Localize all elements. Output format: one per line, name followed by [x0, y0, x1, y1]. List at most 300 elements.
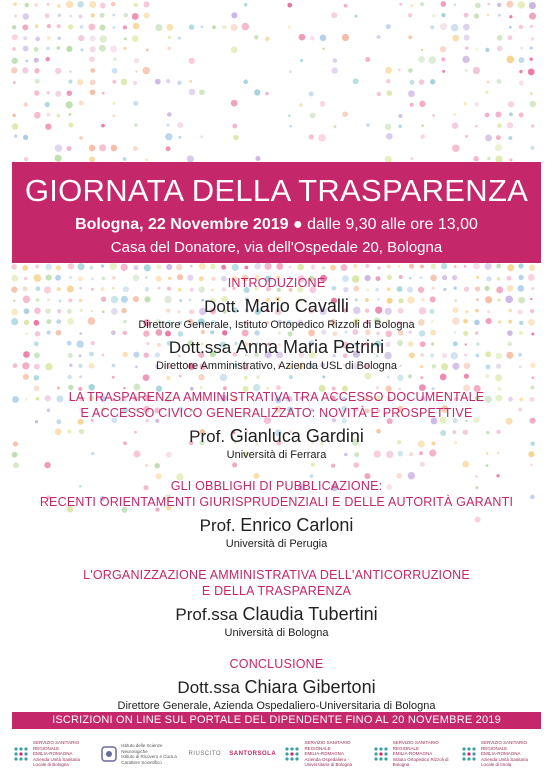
decorative-dot — [68, 24, 73, 29]
decorative-dot — [310, 36, 315, 41]
decorative-dot — [242, 23, 250, 31]
decorative-dot — [497, 79, 502, 84]
decorative-dot — [509, 26, 512, 29]
decorative-dot — [418, 56, 425, 63]
decorative-dot — [320, 35, 327, 42]
decorative-dot — [322, 266, 326, 270]
decorative-dot — [440, 46, 446, 52]
decorative-dot — [377, 266, 381, 270]
decorative-dot — [464, 102, 467, 105]
decorative-dot — [508, 136, 512, 140]
decorative-dot — [222, 25, 226, 29]
decorative-dot — [331, 12, 337, 18]
decorative-dot — [441, 1, 447, 7]
decorative-dot — [67, 90, 72, 95]
decorative-dot — [100, 13, 105, 18]
decorative-dot — [46, 47, 50, 51]
decorative-dot — [166, 146, 171, 151]
decorative-dot — [495, 144, 502, 151]
decorative-dot — [34, 47, 39, 52]
decorative-dot — [485, 91, 488, 94]
decorative-dot — [45, 264, 52, 271]
decorative-dot — [398, 114, 402, 118]
decorative-dot — [318, 134, 326, 142]
decorative-dot — [23, 13, 29, 19]
logo-aou-bologna — [283, 739, 364, 769]
logo-sub: Istituto di Ricovero e Cura a Carattere Scientifico — [121, 754, 177, 765]
decorative-dot — [89, 57, 95, 63]
decorative-dot — [520, 47, 523, 50]
decorative-dot — [68, 123, 73, 128]
decorative-dot — [13, 81, 16, 84]
decorative-dot — [167, 112, 172, 117]
decorative-dot — [529, 58, 532, 61]
logo-accent: SANTORSOLA — [229, 751, 277, 757]
decorative-dot — [530, 25, 533, 28]
decorative-dot — [530, 146, 534, 150]
decorative-dot — [473, 156, 478, 161]
decorative-dot — [497, 35, 503, 41]
decorative-dot — [12, 25, 16, 29]
decorative-dot — [12, 34, 18, 40]
decorative-dot — [419, 101, 425, 107]
decorative-dot — [464, 35, 470, 41]
decorative-dot — [430, 25, 434, 29]
decorative-dot — [34, 3, 38, 7]
speaker-name-line — [12, 676, 541, 699]
logo-name: SERVIZIO SANITARIO REGIONALE — [304, 740, 351, 751]
decorative-dot — [88, 23, 95, 30]
decorative-dot — [232, 124, 237, 129]
decorative-dot — [420, 265, 424, 269]
decorative-dot — [487, 80, 490, 83]
decorative-dot — [297, 264, 304, 271]
speaker-name: Claudia Tubertini — [242, 604, 378, 624]
decorative-dot — [440, 23, 447, 30]
decorative-dot — [68, 80, 72, 84]
decorative-dot — [91, 13, 95, 17]
decorative-dot — [166, 264, 172, 270]
decorative-dot — [518, 57, 524, 63]
decorative-dot — [145, 158, 148, 161]
section-title: INTRODUZIONE — [227, 276, 326, 290]
decorative-dot — [408, 90, 415, 97]
decorative-dot — [132, 13, 139, 20]
section-conclusione — [12, 656, 541, 713]
decorative-dot — [498, 14, 501, 17]
decorative-dot — [462, 56, 469, 63]
decorative-dot — [144, 264, 151, 271]
decorative-dot — [299, 34, 306, 41]
decorative-dot — [66, 1, 74, 9]
decorative-dot — [353, 264, 357, 268]
decorative-dot — [200, 135, 203, 138]
logo-name: Istituto delle Scienze Neurologiche — [121, 743, 163, 754]
logo-org: Istituto Ortopedico Rizzoli di Bologna — [392, 756, 449, 768]
section-title-line: LA TRASPARENZA AMMINISTRATIVA TRA ACCESSO DOCUMENTALE — [68, 390, 485, 404]
decorative-dot — [355, 15, 358, 18]
decorative-dot — [255, 156, 260, 161]
decorative-dot — [432, 114, 435, 117]
section-title-line: E ACCESSO CIVICO GENERALIZZATO: NOVITÀ E PROSPETTIVE — [80, 406, 473, 420]
decorative-dot — [121, 79, 128, 86]
decorative-dot — [530, 46, 533, 49]
decorative-dot — [531, 37, 534, 40]
decorative-dot — [113, 115, 116, 118]
decorative-dot — [465, 69, 468, 72]
decorative-dot — [89, 1, 96, 8]
decorative-dot — [79, 100, 84, 105]
decorative-dot — [231, 100, 238, 107]
decorative-dot — [310, 112, 316, 118]
decorative-dot — [497, 46, 502, 51]
decorative-dot — [333, 58, 338, 63]
decorative-dot — [254, 263, 261, 270]
decorative-dot — [485, 113, 490, 118]
decorative-dot — [485, 134, 492, 141]
speaker-prefix: Prof.ssa — [175, 605, 238, 624]
decorative-dot — [12, 47, 16, 51]
decorative-dot — [110, 263, 117, 270]
decorative-dot-pattern-top — [10, 0, 543, 162]
decorative-dot — [123, 47, 126, 50]
decorative-dot — [77, 263, 84, 270]
speaker-name: Anna Maria Petrini — [236, 337, 385, 357]
decorative-dot — [430, 79, 435, 84]
logo-ausl-imola — [460, 739, 541, 769]
program — [12, 275, 541, 713]
bullet-separator: ● — [292, 216, 303, 233]
decorative-dot — [243, 80, 248, 85]
decorative-dot — [385, 67, 392, 74]
decorative-dot — [178, 136, 181, 139]
decorative-dot — [25, 59, 28, 62]
decorative-dot — [507, 56, 515, 64]
decorative-dot — [385, 123, 392, 130]
decorative-dot — [79, 136, 83, 140]
decorative-dot — [288, 114, 291, 117]
decorative-dot — [99, 45, 106, 52]
decorative-dot — [233, 135, 238, 140]
section-trasparenza-amministrativa — [12, 389, 541, 462]
decorative-dot — [45, 57, 50, 62]
decorative-dot — [529, 264, 535, 270]
decorative-dot — [58, 37, 61, 40]
decorative-dot — [124, 13, 129, 18]
decorative-dot — [376, 35, 380, 39]
decorative-dot — [399, 3, 402, 6]
decorative-dot — [508, 101, 514, 107]
decorative-dot — [387, 90, 393, 96]
decorative-dot — [421, 49, 423, 51]
decorative-dot — [58, 14, 61, 17]
section-title-line: GLI OBBLIGHI DI PUBBLICAZIONE: — [170, 479, 383, 493]
decorative-dot — [528, 69, 535, 76]
decorative-dot — [134, 58, 139, 63]
logo-name: SERVIZIO SANITARIO REGIONALE — [33, 740, 80, 751]
decorative-dot — [11, 67, 17, 73]
section-introduzione — [12, 275, 541, 373]
decorative-dot — [410, 80, 415, 85]
decorative-dot — [113, 26, 116, 29]
decorative-dot — [245, 266, 249, 270]
decorative-dot — [133, 146, 138, 151]
decorative-dot — [47, 24, 51, 28]
decorative-dot — [287, 3, 292, 8]
decorative-dot — [80, 25, 84, 29]
decorative-dot — [432, 14, 435, 17]
decorative-dot — [123, 25, 127, 29]
decorative-dot — [47, 113, 51, 117]
decorative-dot — [143, 1, 149, 7]
decorative-dot — [99, 144, 106, 151]
decorative-dot — [244, 3, 248, 7]
decorative-dot — [47, 91, 50, 94]
decorative-dot — [187, 155, 194, 162]
decorative-dot — [55, 68, 61, 74]
decorative-dot — [113, 102, 116, 105]
decorative-dot — [441, 263, 447, 269]
decorative-dot — [34, 90, 40, 96]
decorative-dot — [23, 46, 29, 52]
decorative-dot — [353, 78, 359, 84]
decorative-dot — [190, 265, 193, 268]
decorative-dot — [110, 45, 117, 52]
decorative-dot — [14, 14, 17, 17]
decorative-dot — [475, 48, 478, 51]
ssr-logo-icon — [460, 745, 478, 763]
decorative-dot — [531, 124, 534, 127]
decorative-dot — [365, 264, 369, 268]
decorative-dot — [90, 89, 96, 95]
decorative-dot — [133, 101, 138, 106]
decorative-dot — [12, 114, 15, 117]
logo-ausl-bologna — [12, 739, 93, 769]
logo-riuscito-santorsola — [189, 739, 277, 769]
decorative-dot — [474, 102, 478, 106]
decorative-dot — [254, 89, 260, 95]
decorative-dot — [111, 2, 116, 7]
ssr-logo-icon — [283, 745, 301, 763]
decorative-dot — [134, 124, 137, 127]
decorative-dot — [408, 35, 412, 39]
decorative-dot — [311, 265, 316, 270]
speaker-name-line — [12, 336, 541, 359]
decorative-dot — [24, 157, 28, 161]
decorative-dot — [24, 3, 29, 8]
decorative-dot — [133, 81, 137, 85]
decorative-dot — [155, 24, 162, 31]
decorative-dot — [167, 46, 171, 50]
decorative-dot — [24, 102, 28, 106]
decorative-dot — [134, 265, 139, 270]
speaker-prefix: Prof. — [189, 427, 226, 446]
decorative-dot — [90, 68, 95, 73]
decorative-dot — [507, 122, 513, 128]
ssr-logo-icon — [12, 745, 30, 763]
decorative-dot — [90, 35, 96, 41]
speaker-prefix: Dott. — [204, 297, 241, 316]
decorative-dot — [452, 144, 460, 152]
decorative-dot — [210, 264, 215, 269]
decorative-dot — [165, 133, 172, 140]
decorative-dot — [507, 264, 514, 271]
decorative-dot — [487, 3, 490, 6]
decorative-dot — [11, 264, 16, 269]
decorative-dot — [166, 24, 173, 31]
decorative-dot — [496, 264, 501, 269]
section-title: CONCLUSIONE — [229, 657, 324, 671]
logo-sub: EMILIA-ROMAGNA — [33, 751, 73, 757]
decorative-dot — [344, 4, 348, 8]
logo-org: Azienda Ospedaliero - Universitaria di Bologna — [304, 756, 352, 768]
decorative-dot — [55, 91, 61, 97]
decorative-dot — [519, 25, 523, 29]
decorative-dot — [509, 112, 513, 116]
decorative-dot — [67, 146, 72, 151]
decorative-dot — [12, 58, 18, 64]
decorative-dot — [231, 12, 237, 18]
decorative-dot — [56, 265, 61, 270]
decorative-dot — [464, 265, 467, 268]
decorative-dot — [199, 263, 206, 270]
speaker-affiliation: Direttore Amministrativo, Azienda USL di Bologna — [155, 360, 398, 372]
decorative-dot — [342, 111, 348, 117]
speaker-name: Chiara Gibertoni — [244, 677, 376, 697]
decorative-dot — [276, 263, 283, 270]
decorative-dot — [509, 15, 512, 18]
decorative-dot — [496, 135, 501, 140]
sponsor-logos — [12, 734, 541, 774]
registration-banner: ISCRIZIONI ON LINE SUL PORTALE DEL DIPENDENTE FINO AL 20 NOVEMBRE 2019 — [12, 712, 541, 729]
decorative-dot — [265, 92, 269, 96]
decorative-dot — [341, 264, 348, 271]
decorative-dot — [78, 14, 82, 18]
speaker-prefix: Dott.ssa — [168, 338, 232, 357]
decorative-dot — [45, 13, 50, 18]
logo-name: SERVIZIO SANITARIO REGIONALE — [392, 740, 439, 751]
decorative-dot — [134, 3, 139, 8]
decorative-dot — [529, 2, 536, 9]
decorative-dot — [232, 264, 239, 271]
decorative-dot — [69, 70, 71, 72]
decorative-dot — [89, 266, 93, 270]
decorative-dot — [409, 264, 414, 269]
logo-sub: EMILIA-ROMAGNA — [392, 751, 433, 757]
logo-org: Azienda Unità Sanitaria Locale di Imola — [480, 756, 528, 768]
speaker-affiliation: Università di Ferrara — [226, 449, 327, 461]
decorative-dot — [342, 34, 349, 41]
decorative-dot — [485, 263, 492, 270]
decorative-dot — [12, 123, 19, 130]
decorative-dot — [497, 3, 501, 7]
decorative-dot — [111, 145, 118, 152]
section-obblighi-pubblicazione — [12, 478, 541, 551]
decorative-dot — [231, 46, 238, 53]
ssr-logo-icon — [372, 745, 390, 763]
speaker-name-line — [12, 514, 541, 537]
decorative-dot — [309, 134, 314, 139]
decorative-dot — [57, 4, 60, 7]
decorative-dot — [68, 113, 71, 116]
decorative-dot — [473, 263, 480, 270]
event-venue: Casa del Donatore, via dell'Ospedale 20, Bologna — [110, 239, 443, 256]
decorative-dot — [453, 113, 456, 116]
speaker-prefix: Prof. — [199, 516, 236, 535]
decorative-dot — [99, 25, 105, 31]
decorative-dot — [112, 14, 115, 17]
decorative-dot — [55, 144, 63, 152]
speaker-prefix: Dott.ssa — [177, 678, 240, 697]
decorative-dot — [519, 81, 524, 86]
decorative-dot — [331, 67, 337, 73]
speaker-name-line — [12, 603, 541, 626]
decorative-dot — [77, 1, 83, 7]
decorative-dot — [464, 13, 469, 18]
decorative-dot — [519, 112, 524, 117]
decorative-dot — [14, 134, 18, 138]
decorative-dot — [454, 4, 456, 6]
decorative-dot — [497, 123, 502, 128]
decorative-dot — [66, 46, 72, 52]
decorative-dot — [80, 48, 83, 51]
logo-name: SERVIZIO SANITARIO REGIONALE — [480, 740, 528, 751]
decorative-dot — [176, 264, 182, 270]
decorative-dot — [101, 124, 105, 128]
decorative-dot — [265, 37, 269, 41]
decorative-dot — [189, 58, 195, 64]
decorative-dot — [156, 264, 161, 269]
decorative-dot — [35, 79, 40, 84]
title-band — [12, 162, 541, 263]
decorative-dot — [66, 101, 73, 108]
decorative-dot — [289, 125, 292, 128]
decorative-dot — [221, 265, 226, 270]
decorative-dot — [189, 89, 196, 96]
decorative-dot — [410, 103, 414, 107]
decorative-dot — [519, 70, 522, 73]
decorative-dot — [530, 101, 536, 107]
decorative-dot — [47, 3, 50, 6]
logo-isnb — [100, 739, 181, 769]
decorative-dot — [212, 25, 216, 29]
decorative-dot — [254, 35, 258, 39]
logo-rizzoli — [372, 739, 453, 769]
decorative-dot — [365, 57, 370, 62]
decorative-dot — [495, 111, 501, 117]
decorative-dot — [23, 135, 28, 140]
decorative-dot — [155, 79, 161, 85]
decorative-dot — [68, 263, 74, 269]
decorative-dot — [485, 48, 489, 52]
decorative-dot — [289, 70, 292, 73]
decorative-dot — [410, 4, 413, 7]
event-date-time — [12, 214, 541, 236]
decorative-dot — [309, 91, 314, 96]
decorative-dot — [90, 46, 96, 52]
event-time: dalle 9,30 alle ore 13,00 — [307, 216, 478, 233]
decorative-dot — [13, 2, 17, 6]
decorative-dot — [288, 26, 291, 29]
decorative-dot — [100, 3, 106, 9]
decorative-dot — [398, 265, 400, 267]
speaker-name: Mario Cavalli — [244, 296, 349, 316]
section-title-line: L'ORGANIZZAZIONE AMMINISTRATIVA DELL'ANTICORRUZIONE — [83, 568, 470, 582]
speaker-affiliation: Direttore Generale, Azienda Ospedaliero-Universitaria di Bologna — [117, 700, 436, 712]
decorative-dot — [421, 124, 423, 126]
decorative-dot — [199, 89, 205, 95]
decorative-dot — [386, 24, 391, 29]
